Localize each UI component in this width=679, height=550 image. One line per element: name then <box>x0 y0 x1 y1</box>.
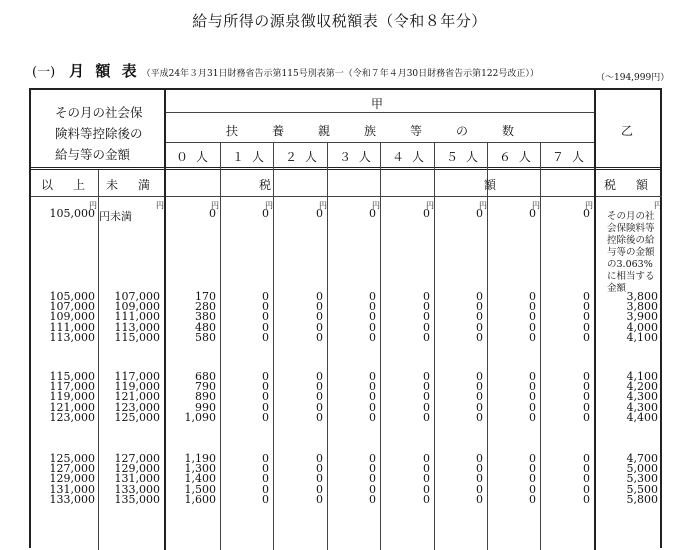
table-row-1-1-col-7: 0 <box>476 380 483 394</box>
yen-unit: 円 <box>319 201 327 210</box>
dependents-label-char: 養 <box>272 124 285 138</box>
dependents-count-7: ７ 人 <box>552 150 586 164</box>
table-row-2-3-col-10: 5,500 <box>626 482 658 496</box>
table-row-0-4-col-7: 0 <box>476 330 483 344</box>
rule <box>164 142 594 143</box>
table-row-1-2-col-10: 4,300 <box>626 390 658 404</box>
table-row-2-4-col-6: 0 <box>423 492 430 506</box>
header-zei: 税 <box>259 178 272 192</box>
table-row-0-1-col-5: 0 <box>369 300 376 314</box>
header-left-line: その月の社会保 <box>55 105 143 120</box>
table-row-0-1-col-0: 107,000 <box>49 300 95 314</box>
table-row-2-2-col-10: 5,300 <box>626 472 658 486</box>
table-row-2-1-col-0: 127,000 <box>49 462 95 476</box>
yen-unit: 円 <box>211 201 219 210</box>
table-row-2-0-col-6: 0 <box>423 452 430 465</box>
table-row-0-3-col-7: 0 <box>476 320 483 334</box>
table-row-0-3-col-6: 0 <box>423 320 430 334</box>
table-row-1-3-col-4: 0 <box>316 400 323 414</box>
table-row-2-0-col-5: 0 <box>369 452 376 465</box>
table-row-1-2-col-4: 0 <box>316 390 323 404</box>
table-row-2-1-col-5: 0 <box>369 462 376 476</box>
table-row-2-4-col-2: 1,600 <box>184 492 216 506</box>
table-row-0-1-col-4: 0 <box>316 300 323 314</box>
yen-unit: 円 <box>532 201 540 210</box>
first-row-tax-4: 0 <box>423 207 430 220</box>
table-row-0-1-col-8: 0 <box>529 300 536 314</box>
table-row-1-4-col-6: 0 <box>423 410 430 424</box>
table-row-1-4-col-4: 0 <box>316 410 323 424</box>
table-row-1-4-col-2: 1,090 <box>184 410 216 424</box>
rule <box>98 170 99 550</box>
table-row-2-1-col-3: 0 <box>262 462 269 476</box>
table-row-1-1-col-8: 0 <box>529 380 536 394</box>
table-row-1-0-col-7: 0 <box>476 370 483 383</box>
table-row-1-4-col-7: 0 <box>476 410 483 424</box>
table-row-0-1-col-10: 3,800 <box>626 300 658 314</box>
dependents-count-1: １ 人 <box>232 150 266 164</box>
table-row-1-4-col-9: 0 <box>583 410 590 424</box>
table-row-2-3-col-3: 0 <box>262 482 269 496</box>
table-row-1-1-col-1: 119,000 <box>114 380 160 394</box>
table-row-0-0-col-6: 0 <box>423 290 430 303</box>
table-row-2-0-col-0: 125,000 <box>49 452 95 465</box>
table-row-1-1-col-0: 117,000 <box>49 380 95 394</box>
yen-unit: 円 <box>426 201 434 210</box>
dependents-label-char: 親 <box>318 124 331 138</box>
table-row-2-0-col-10: 4,700 <box>626 452 658 465</box>
table-row-0-3-col-10: 4,000 <box>626 320 658 334</box>
table-row-1-3-col-7: 0 <box>476 400 483 414</box>
table-row-2-0-col-1: 127,000 <box>114 452 160 465</box>
table-row-1-0-col-8: 0 <box>529 370 536 383</box>
dependents-count-4: ４ 人 <box>392 150 426 164</box>
table-row-0-1-col-2: 280 <box>195 300 216 314</box>
table-row-1-3-col-6: 0 <box>423 400 430 414</box>
table-row-0-3-col-2: 480 <box>195 320 216 334</box>
yen-unit: 円 <box>654 201 662 210</box>
table-row-0-1-col-7: 0 <box>476 300 483 314</box>
first-row-to: 円未満 <box>99 210 132 223</box>
dependents-count-5: ５ 人 <box>446 150 480 164</box>
table-row-1-0-col-5: 0 <box>369 370 376 383</box>
table-row-0-2-col-8: 0 <box>529 310 536 324</box>
table-row-1-2-col-0: 119,000 <box>49 390 95 404</box>
dependents-count-6: ６ 人 <box>499 150 533 164</box>
table-row-2-4-col-10: 5,800 <box>626 492 658 506</box>
table-row-2-2-col-2: 1,400 <box>184 472 216 486</box>
table-row-2-2-col-7: 0 <box>476 472 483 486</box>
table-row-0-0-col-0: 105,000 <box>49 290 95 303</box>
section-heading <box>32 60 539 81</box>
table-row-1-0-col-4: 0 <box>316 370 323 383</box>
table-row-2-3-col-6: 0 <box>423 482 430 496</box>
table-row-1-3-col-8: 0 <box>529 400 536 414</box>
page-title: 給与所得の源泉徴収税額表（令和８年分） <box>192 12 487 30</box>
table-row-0-0-col-1: 107,000 <box>114 290 160 303</box>
table-row-1-1-col-6: 0 <box>423 380 430 394</box>
yen-unit: 円 <box>156 201 164 210</box>
table-row-2-4-col-5: 0 <box>369 492 376 506</box>
otsu-header: 乙 <box>621 124 634 138</box>
first-row-from: 105,000 <box>49 207 95 220</box>
table-row-1-3-col-10: 4,300 <box>626 400 658 414</box>
section-label: 月 額 表 <box>69 62 140 80</box>
header-left-line: 給与等の金額 <box>55 147 131 162</box>
table-row-0-4-col-10: 4,100 <box>626 330 658 344</box>
table-row-1-4-col-1: 125,000 <box>114 410 160 424</box>
table-row-0-2-col-0: 109,000 <box>49 310 95 324</box>
table-row-2-3-col-0: 131,000 <box>49 482 95 496</box>
kou-header: 甲 <box>371 97 384 111</box>
table-row-1-3-col-5: 0 <box>369 400 376 414</box>
dependents-label-char: 数 <box>502 124 515 138</box>
table-row-1-1-col-4: 0 <box>316 380 323 394</box>
table-row-1-2-col-2: 890 <box>195 390 216 404</box>
yen-unit: 円 <box>479 201 487 210</box>
dependents-label-char: 等 <box>410 124 423 138</box>
header-gaku: 額 <box>484 178 497 192</box>
table-row-0-2-col-3: 0 <box>262 310 269 324</box>
first-row-tax-5: 0 <box>476 207 483 220</box>
table-row-1-0-col-9: 0 <box>583 370 590 383</box>
yen-unit: 円 <box>585 201 593 210</box>
table-row-2-4-col-4: 0 <box>316 492 323 506</box>
dependents-label-char: の <box>456 124 469 138</box>
dependents-label-char: 扶 <box>226 124 239 138</box>
table-row-0-0-col-7: 0 <box>476 290 483 303</box>
table-row-0-2-col-7: 0 <box>476 310 483 324</box>
table-row-1-1-col-3: 0 <box>262 380 269 394</box>
rule <box>31 196 662 197</box>
table-row-0-2-col-5: 0 <box>369 310 376 324</box>
table-row-1-0-col-0: 115,000 <box>49 370 95 383</box>
table-row-1-4-col-8: 0 <box>529 410 536 424</box>
table-row-2-3-col-5: 0 <box>369 482 376 496</box>
table-row-0-3-col-1: 113,000 <box>114 320 160 334</box>
header-miman: 未 満 <box>106 178 155 192</box>
table-row-1-4-col-10: 4,400 <box>626 410 658 424</box>
table-row-1-4-col-0: 123,000 <box>49 410 95 424</box>
first-row-tax-7: 0 <box>583 207 590 220</box>
header-left-line: 険料等控除後の <box>55 126 143 141</box>
otsu-note: その月の社会保険料等控除後の給与等の金額の3.063%に相当する金額 <box>607 211 655 294</box>
dependents-count-3: ３ 人 <box>339 150 373 164</box>
table-row-2-2-col-8: 0 <box>529 472 536 486</box>
table-row-1-2-col-9: 0 <box>583 390 590 404</box>
table-row-2-4-col-9: 0 <box>583 492 590 506</box>
table-row-0-1-col-1: 109,000 <box>114 300 160 314</box>
first-row-tax-2: 0 <box>316 207 323 220</box>
table-row-0-4-col-5: 0 <box>369 330 376 344</box>
table-row-1-0-col-3: 0 <box>262 370 269 383</box>
table-row-1-0-col-10: 4,100 <box>626 370 658 383</box>
table-row-0-0-col-4: 0 <box>316 290 323 303</box>
table-row-0-2-col-9: 0 <box>583 310 590 324</box>
table-row-1-2-col-6: 0 <box>423 390 430 404</box>
first-row-tax-6: 0 <box>529 207 536 220</box>
table-row-2-4-col-3: 0 <box>262 492 269 506</box>
table-row-0-2-col-10: 3,900 <box>626 310 658 324</box>
table-row-2-0-col-9: 0 <box>583 452 590 465</box>
table-row-0-0-col-3: 0 <box>262 290 269 303</box>
table-row-0-4-col-2: 580 <box>195 330 216 344</box>
table-row-2-1-col-10: 5,000 <box>626 462 658 476</box>
table-row-2-1-col-8: 0 <box>529 462 536 476</box>
table-row-1-0-col-6: 0 <box>423 370 430 383</box>
table-row-2-0-col-4: 0 <box>316 452 323 465</box>
yen-unit: 円 <box>372 201 380 210</box>
yen-unit: 円 <box>265 201 273 210</box>
table-row-2-3-col-2: 1,500 <box>184 482 216 496</box>
yen-unit: 円 <box>89 201 97 210</box>
table-row-1-1-col-5: 0 <box>369 380 376 394</box>
table-row-2-2-col-0: 129,000 <box>49 472 95 486</box>
table-row-2-1-col-7: 0 <box>476 462 483 476</box>
table-row-2-1-col-1: 129,000 <box>114 462 160 476</box>
table-row-2-0-col-2: 1,190 <box>184 452 216 465</box>
table-row-1-2-col-3: 0 <box>262 390 269 404</box>
table-row-1-2-col-7: 0 <box>476 390 483 404</box>
header-ijo: 以 上 <box>41 178 90 192</box>
table-row-0-0-col-2: 170 <box>195 290 216 303</box>
table-row-0-1-col-3: 0 <box>262 300 269 314</box>
table-row-1-3-col-0: 121,000 <box>49 400 95 414</box>
table-row-1-1-col-2: 790 <box>195 380 216 394</box>
table-row-2-3-col-9: 0 <box>583 482 590 496</box>
first-row-tax-1: 0 <box>262 207 269 220</box>
table-row-2-2-col-5: 0 <box>369 472 376 486</box>
table-row-0-0-col-9: 0 <box>583 290 590 303</box>
table-row-2-2-col-1: 131,000 <box>114 472 160 486</box>
table-row-2-2-col-6: 0 <box>423 472 430 486</box>
table-row-0-0-col-5: 0 <box>369 290 376 303</box>
table-row-0-4-col-9: 0 <box>583 330 590 344</box>
table-row-0-4-col-0: 113,000 <box>49 330 95 344</box>
rule <box>594 90 596 550</box>
table-row-2-0-col-3: 0 <box>262 452 269 465</box>
table-row-0-4-col-1: 115,000 <box>114 330 160 344</box>
table-row-1-0-col-1: 117,000 <box>114 370 160 383</box>
table-row-2-0-col-8: 0 <box>529 452 536 465</box>
table-row-2-1-col-4: 0 <box>316 462 323 476</box>
table-row-1-4-col-5: 0 <box>369 410 376 424</box>
table-row-0-3-col-9: 0 <box>583 320 590 334</box>
table-row-2-3-col-7: 0 <box>476 482 483 496</box>
table-row-0-2-col-6: 0 <box>423 310 430 324</box>
table-row-0-3-col-8: 0 <box>529 320 536 334</box>
table-row-1-0-col-2: 680 <box>195 370 216 383</box>
table-row-1-3-col-1: 123,000 <box>114 400 160 414</box>
rule <box>164 112 594 113</box>
table-row-0-2-col-4: 0 <box>316 310 323 324</box>
table-row-0-3-col-4: 0 <box>316 320 323 334</box>
table-row-1-2-col-1: 121,000 <box>114 390 160 404</box>
table-row-0-3-col-0: 111,000 <box>49 320 95 334</box>
table-row-1-3-col-3: 0 <box>262 400 269 414</box>
table-row-0-3-col-5: 0 <box>369 320 376 334</box>
header-zeigaku: 税 額 <box>604 178 653 192</box>
dependents-count-0: ０ 人 <box>176 150 210 164</box>
table-row-2-3-col-1: 133,000 <box>114 482 160 496</box>
table-row-2-1-col-2: 1,300 <box>184 462 216 476</box>
table-row-2-2-col-4: 0 <box>316 472 323 486</box>
table-row-1-1-col-10: 4,200 <box>626 380 658 394</box>
table-row-2-2-col-9: 0 <box>583 472 590 486</box>
table-row-0-4-col-4: 0 <box>316 330 323 344</box>
dependents-label-char: 族 <box>364 124 377 138</box>
table-row-2-2-col-3: 0 <box>262 472 269 486</box>
table-row-0-1-col-9: 0 <box>583 300 590 314</box>
table-row-1-2-col-5: 0 <box>369 390 376 404</box>
tax-table <box>29 88 662 548</box>
table-row-2-4-col-7: 0 <box>476 492 483 506</box>
table-row-1-1-col-9: 0 <box>583 380 590 394</box>
table-row-2-1-col-9: 0 <box>583 462 590 476</box>
table-row-1-3-col-9: 0 <box>583 400 590 414</box>
table-row-1-3-col-2: 990 <box>195 400 216 414</box>
table-row-2-4-col-8: 0 <box>529 492 536 506</box>
table-row-0-0-col-10: 3,800 <box>626 290 658 303</box>
table-row-2-1-col-6: 0 <box>423 462 430 476</box>
table-row-0-4-col-8: 0 <box>529 330 536 344</box>
table-row-0-3-col-3: 0 <box>262 320 269 334</box>
table-row-0-4-col-6: 0 <box>423 330 430 344</box>
table-row-2-0-col-7: 0 <box>476 452 483 465</box>
first-row-tax-3: 0 <box>369 207 376 220</box>
header-left-label <box>55 102 143 165</box>
table-row-2-4-col-0: 133,000 <box>49 492 95 506</box>
table-row-2-4-col-1: 135,000 <box>114 492 160 506</box>
section-number: (一) <box>32 65 56 80</box>
table-row-0-0-col-8: 0 <box>529 290 536 303</box>
table-row-2-3-col-4: 0 <box>316 482 323 496</box>
table-row-0-1-col-6: 0 <box>423 300 430 314</box>
table-row-2-3-col-8: 0 <box>529 482 536 496</box>
first-row-tax-0: 0 <box>209 207 216 220</box>
table-row-0-2-col-1: 111,000 <box>114 310 160 324</box>
table-row-0-4-col-3: 0 <box>262 330 269 344</box>
table-row-0-2-col-2: 380 <box>195 310 216 324</box>
amount-range: （～194,999円） <box>596 73 670 83</box>
rule <box>31 167 662 170</box>
table-row-1-4-col-3: 0 <box>262 410 269 424</box>
section-note: （平成24年３月31日財務省告示第115号別表第一（令和７年４月30日財務省告示第122号改正）） <box>141 69 539 79</box>
dependents-count-2: ２ 人 <box>285 150 319 164</box>
table-row-1-2-col-8: 0 <box>529 390 536 404</box>
